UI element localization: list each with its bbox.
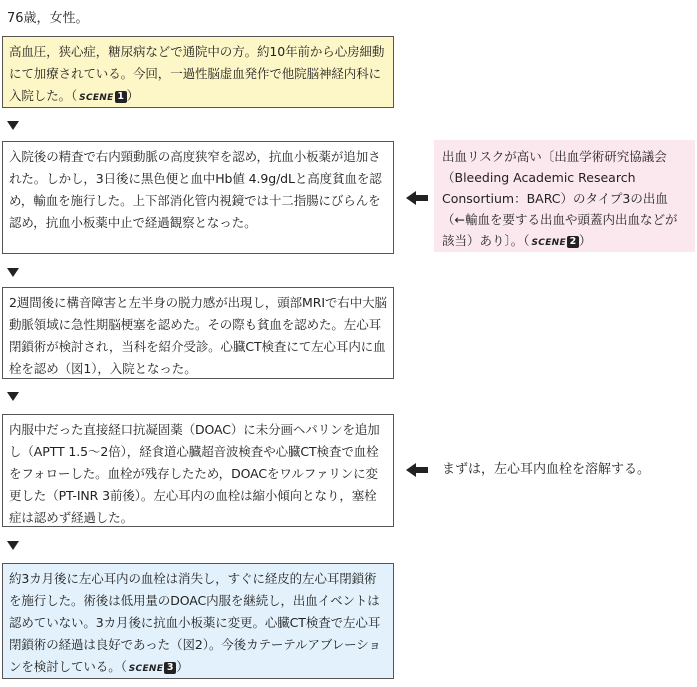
history-text: 高血圧，狭心症，糖尿病などで通院中の方。約10年前から心房細動にて加療されている。今回，一過性脳虚血発作で他院脳神経内科に入院した。（	[9, 44, 385, 103]
left-arrow-icon	[406, 463, 428, 477]
case-box-anticoagulation	[2, 414, 394, 527]
case-box-admission	[2, 141, 394, 254]
case-box-stroke	[2, 287, 394, 379]
down-arrow-icon	[7, 392, 19, 401]
anticoagulation-text: 内服中だった直接経口抗凝固薬（DOAC）に未分画ヘパリンを追加し（APTT 1.5〜2倍），経食道心臓超音波検査や心臓CT検査で血栓をフォローした。血栓が残存したため，DOACをワルファリンに変更した（PT-INR 3前後）。左心耳内の血栓は縮小傾向となり，塞栓症は認めず経過した。	[9, 422, 380, 525]
bleeding-risk-note	[434, 140, 695, 252]
history-suffix: ）	[126, 88, 139, 103]
closure-text: 約3カ月後に左心耳内の血栓は消失し，すぐに経皮的左心耳閉鎖術を施行した。術後は低用量のDOAC内服を継続し，出血イベントは認めていない。3カ月後に抗血小板薬に変更。心臓CT検査で左心耳閉鎖術の経過は良好であった（図2）。今後カテーテルアブレーションを検討している。（	[9, 571, 381, 674]
bleeding-risk-suffix: ）	[578, 233, 592, 248]
case-box-history	[2, 36, 394, 108]
scene-label: SCENE	[531, 238, 566, 248]
bleeding-risk-text-wrap	[442, 146, 687, 254]
closure-text-wrap	[9, 568, 387, 680]
scene-label: SCENE	[79, 93, 114, 103]
case-box-history-text	[9, 41, 387, 109]
admission-text: 入院後の精査で右内頸動脈の高度狭窄を認め，抗血小板薬が追加された。しかし，3日後に黒色便と血中Hb値 4.9g/dLと高度貧血を認め，輸血を施行した。上下部消化管内視鏡では十二指腸にびらんを認め，抗血小板薬中止で経過観察となった。	[9, 149, 382, 230]
down-arrow-icon	[7, 541, 19, 550]
case-intro: 76歳，女性。	[7, 11, 89, 26]
scene-label: SCENE	[128, 664, 164, 674]
closure-suffix: ）	[176, 659, 189, 674]
thrombus-note: まずは，左心耳内血栓を溶解する。	[442, 462, 651, 477]
bleeding-risk-text: 出血リスクが高い〔出血学術研究協議会（Bleeding Academic Research Consortium：BARC）のタイプ3の出血（←輸血を要する出血や頭蓋内出血などが該当）あり〕。（	[442, 149, 678, 248]
scene-number-badge: 1	[115, 91, 127, 103]
down-arrow-icon	[7, 268, 19, 277]
down-arrow-icon	[7, 121, 19, 130]
left-arrow-icon	[406, 191, 428, 205]
scene-number-badge: 2	[567, 236, 579, 248]
case-box-closure	[2, 563, 394, 679]
stroke-text: 2週間後に構音障害と左半身の脱力感が出現し，頭部MRIで右中大脳動脈領域に急性期脳梗塞を認めた。その際も貧血を認めた。左心耳閉鎖術が検討され，当科を紹介受診。心臓CT検査にて左心耳内に血栓を認め（図1），入院となった。	[9, 295, 387, 376]
scene-number-badge: 3	[164, 662, 176, 674]
